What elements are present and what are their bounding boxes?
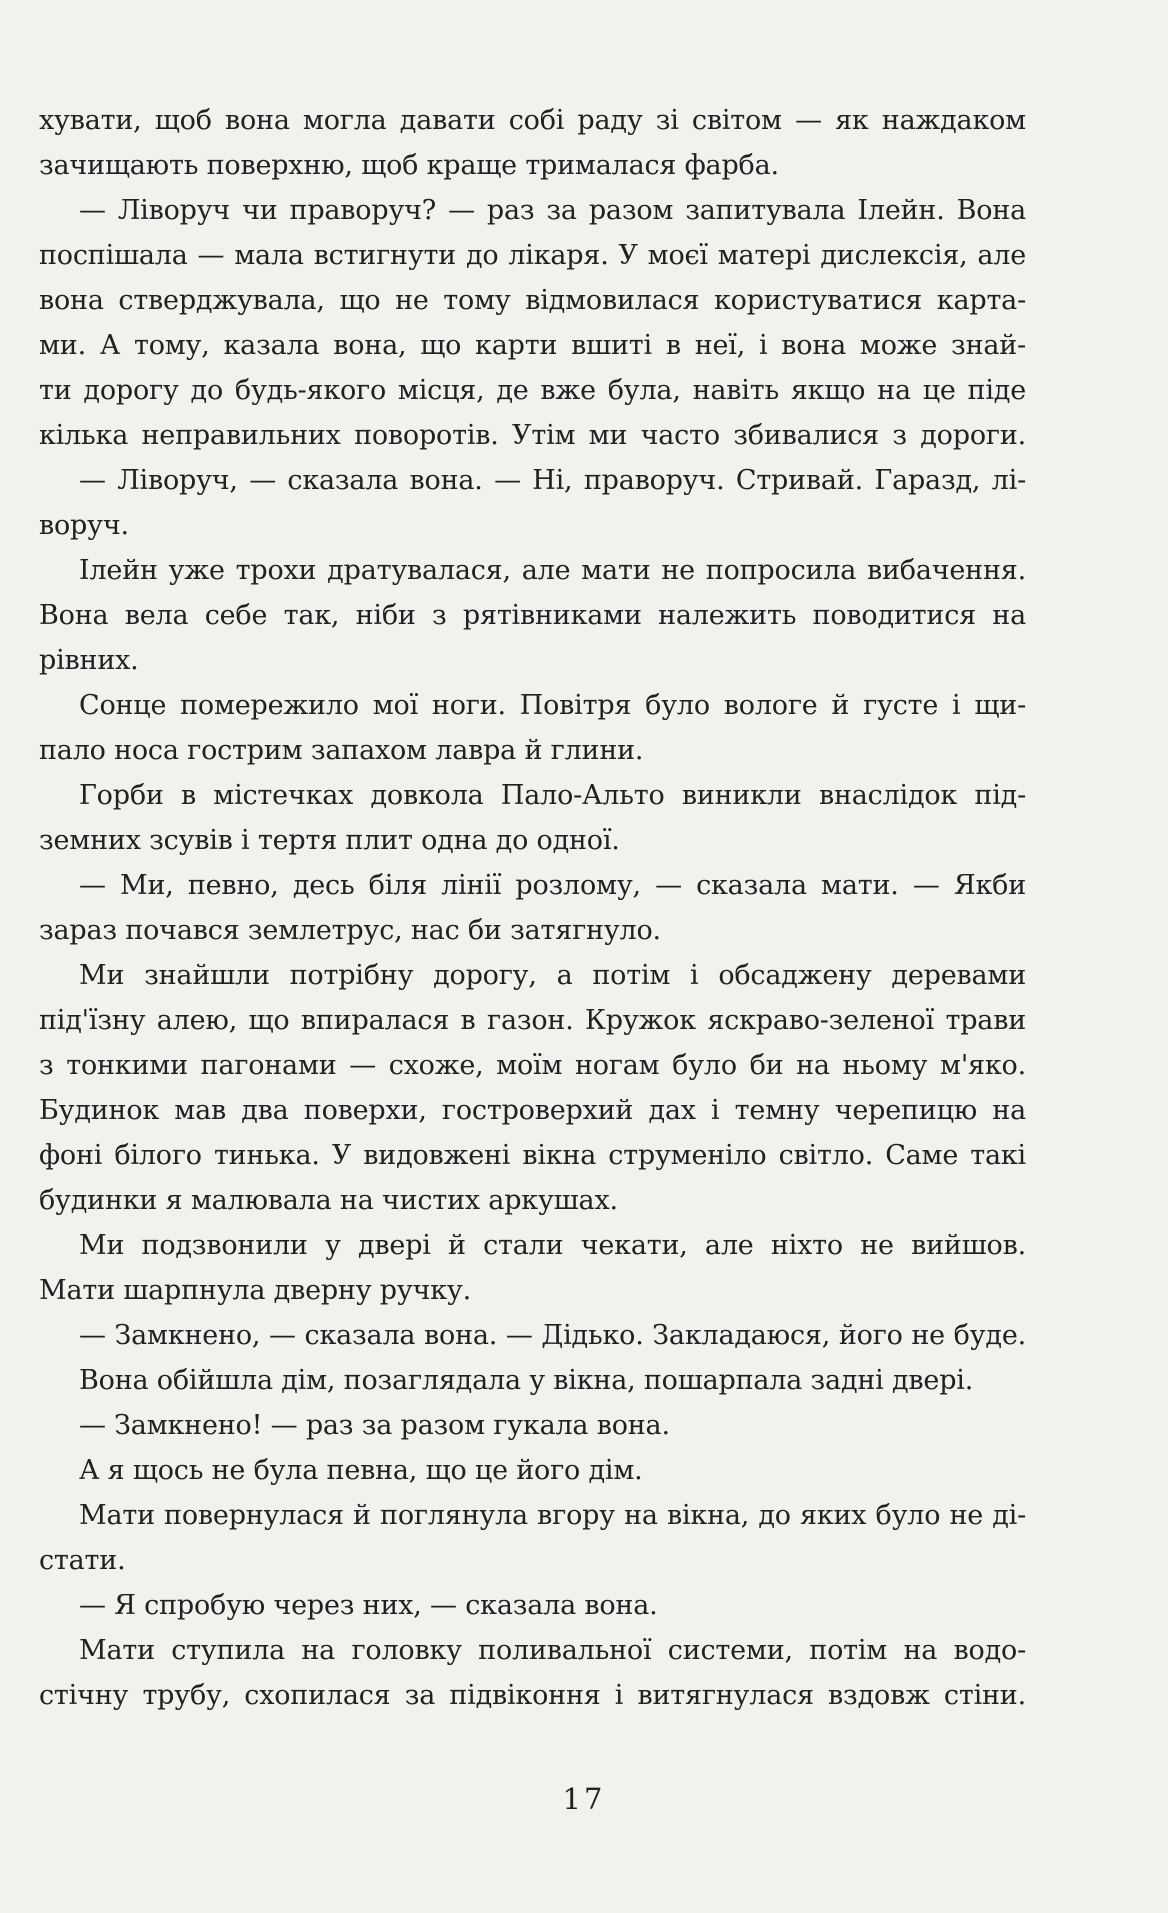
text-line: А я щось не була певна, що це його дім. [79, 1455, 643, 1486]
text-line: воруч. [39, 510, 129, 541]
text-line: Ми подзвонили у двері й стали чекати, але ніхто не вийшов. [79, 1230, 1026, 1261]
text-line: ти дорогу до будь-якого місця, де вже була, навіть якщо на це піде [39, 375, 1026, 406]
text-line: кілька неправильних поворотів. Утім ми часто збивалися з дороги. [39, 420, 1026, 451]
text-line: Мати шарпнула дверну ручку. [39, 1275, 471, 1306]
body-text [39, 98, 1026, 1718]
text-line: фоні білого тинька. У видовжені вікна струменіло світло. Саме такі [39, 1140, 1026, 1171]
text-line: поспішала — мала встигнути до лікаря. У моєї матері дислексія, але [39, 240, 1026, 271]
text-line: — Ліворуч, — сказала вона. — Ні, праворуч. Стривай. Гаразд, лі- [79, 465, 1026, 496]
page-number: 17 [562, 1782, 606, 1816]
text-line: Ілейн уже трохи дратувалася, але мати не попросила вибачення. [79, 555, 1026, 586]
text-line: зачищають поверхню, щоб краще трималася фарба. [39, 150, 779, 181]
text-line: — Замкнено, — сказала вона. — Дідько. Закладаюся, його не буде. [79, 1320, 1026, 1351]
text-line: — Я спробую через них, — сказала вона. [79, 1590, 658, 1621]
text-line: з тонкими пагонами — схоже, моїм ногам було би на ньому м'яко. [39, 1050, 1026, 1081]
text-line: — Ліворуч чи праворуч? — раз за разом запитувала Ілейн. Вона [79, 195, 1026, 226]
text-line: ми. А тому, казала вона, що карти вшиті в неї, і вона може знай- [39, 330, 1026, 361]
text-line: хувати, щоб вона могла давати собі раду зі світом — як наждаком [39, 105, 1026, 136]
text-line: під'їзну алею, що впиралася в газон. Кружок яскраво-зеленої трави [39, 1005, 1026, 1036]
text-line: Мати ступила на головку поливальної системи, потім на водо- [79, 1635, 1026, 1666]
text-line: Мати повернулася й поглянула вгору на вікна, до яких було не ді- [79, 1500, 1026, 1531]
text-line: стати. [39, 1545, 126, 1576]
text-line: — Замкнено! — раз за разом гукала вона. [79, 1410, 670, 1441]
text-line: земних зсувів і тертя плит одна до одної. [39, 825, 620, 856]
text-line: Сонце помережило мої ноги. Повітря було вологе й густе і щи- [79, 690, 1026, 721]
text-line: вона стверджувала, що не тому відмовилася користуватися карта- [39, 285, 1026, 316]
text-line: Вона вела себе так, ніби з рятівниками належить поводитися на [39, 600, 1026, 631]
text-line: будинки я малювала на чистих аркушах. [39, 1185, 618, 1216]
text-line: Горби в містечках довкола Пало-Альто виникли внаслідок під- [79, 780, 1026, 811]
text-line: Будинок мав два поверхи, гостроверхий дах і темну черепицю на [39, 1095, 1026, 1126]
text-line: пало носа гострим запахом лавра й глини. [39, 735, 644, 766]
text-line: рівних. [39, 645, 139, 676]
text-line: зараз почався землетрус, нас би затягнуло. [39, 915, 661, 946]
text-line: стічну трубу, схопилася за підвіконня і витягнулася вздовж стіни. [39, 1680, 1026, 1711]
text-line: Вона обійшла дім, позаглядала у вікна, пошарпала задні двері. [79, 1365, 974, 1396]
text-line: — Ми, певно, десь біля лінії розлому, — сказала мати. — Якби [79, 870, 1026, 901]
text-line: Ми знайшли потрібну дорогу, а потім і обсаджену деревами [79, 960, 1026, 991]
